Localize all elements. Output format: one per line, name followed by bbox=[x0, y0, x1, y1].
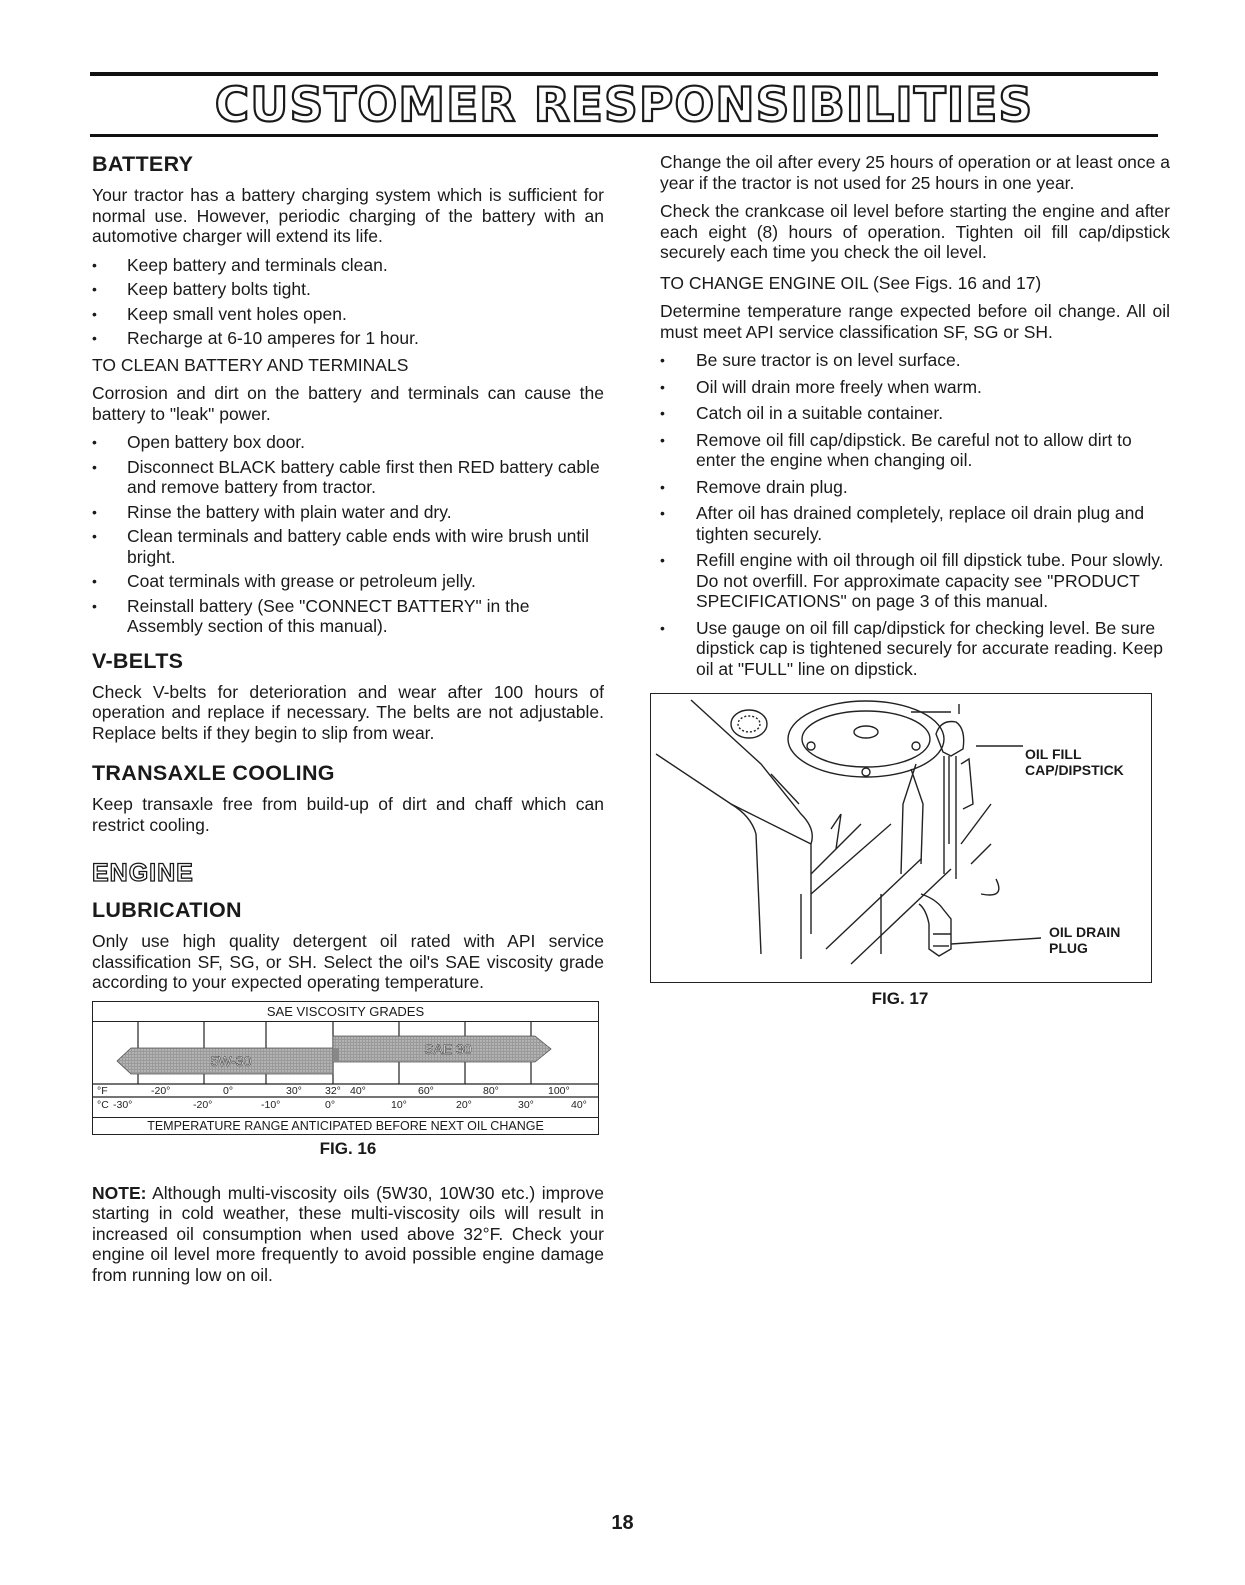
f-tick: 40° bbox=[350, 1084, 366, 1097]
f-tick: 100° bbox=[548, 1084, 570, 1097]
c-tick: 30° bbox=[518, 1098, 534, 1111]
fig16-caption: FIG. 16 bbox=[319, 1138, 377, 1158]
lubrication-text: Only use high quality detergent oil rated with API service classification SF, SG, or SH. Select the oil's SAE viscosity grade according to your expected operating temperature. bbox=[92, 931, 604, 992]
transaxle-heading: TRANSAXLE COOLING bbox=[92, 761, 335, 785]
fig17-caption: FIG. 17 bbox=[871, 989, 929, 1008]
c-unit-label: °C bbox=[97, 1098, 109, 1111]
list-item: • Recharge at 6-10 amperes for 1 hour. bbox=[92, 328, 604, 349]
f-tick: 0° bbox=[223, 1084, 234, 1097]
oil-classification-text: Determine temperature range expected before oil change. All oil must meet API service classification SF, SG or SH. bbox=[660, 301, 1170, 342]
list-item: • Be sure tractor is on level surface. bbox=[660, 350, 1170, 371]
list-item: • Keep small vent holes open. bbox=[92, 304, 604, 325]
oil-drain-label-line2: PLUG bbox=[1049, 940, 1088, 956]
engine-note bbox=[92, 1183, 604, 1286]
sae30-label: SAE 30 bbox=[424, 1040, 472, 1057]
list-item: • Rinse the battery with plain water and dry. bbox=[92, 502, 604, 523]
f-tick: 30° bbox=[286, 1084, 302, 1097]
f-tick: 80° bbox=[483, 1084, 499, 1097]
clean-battery-intro: Corrosion and dirt on the battery and terminals can cause the battery to "leak" power. bbox=[92, 383, 604, 424]
change-oil-heading: TO CHANGE ENGINE OIL (See Figs. 16 and 17) bbox=[660, 272, 1042, 293]
oil-fill-callout bbox=[1025, 746, 1124, 778]
oil-fill-label-line1: OIL FILL bbox=[1025, 746, 1082, 762]
page-number: 18 bbox=[611, 1512, 634, 1534]
list-item: • Keep battery and terminals clean. bbox=[92, 255, 604, 276]
list-item: • Remove oil fill cap/dipstick. Be careful not to allow dirt to enter the engine when changing oil. bbox=[660, 430, 1170, 471]
5w30-label: 5W-30 bbox=[210, 1052, 252, 1069]
oil-drain-label-line1: OIL DRAIN bbox=[1049, 924, 1121, 940]
clean-battery-bullet-list bbox=[92, 432, 604, 637]
page-title: CUSTOMER RESPONSIBILITIES bbox=[214, 78, 1034, 133]
vbelts-heading: V-BELTS bbox=[92, 648, 184, 673]
clean-battery-heading: TO CLEAN BATTERY AND TERMINALS bbox=[92, 354, 409, 375]
viscosity-chart bbox=[92, 1001, 599, 1135]
list-item: • Open battery box door. bbox=[92, 432, 604, 453]
viscosity-chart-footer: TEMPERATURE RANGE ANTICIPATED BEFORE NEXT OIL CHANGE bbox=[93, 1117, 598, 1134]
list-item: • Catch oil in a suitable container. bbox=[660, 403, 1170, 424]
list-item: • Oil will drain more freely when warm. bbox=[660, 377, 1170, 398]
battery-bullet-list bbox=[92, 255, 604, 349]
list-item: • Keep battery bolts tight. bbox=[92, 279, 604, 300]
note-text: Although multi-viscosity oils (5W30, 10W30 etc.) improve starting in cold weather, these multi-viscosity oils will result in increased oil consumption when used above 32°F. Check your engine oil level more frequently to avoid possible engine damage from running low on oil. bbox=[92, 1182, 604, 1285]
change-oil-bullet-list bbox=[660, 350, 1170, 679]
engine-oil-diagram bbox=[650, 693, 1152, 983]
oil-change-interval-text: Change the oil after every 25 hours of operation or at least once a year if the tractor is not used for 25 hours in one year. bbox=[660, 152, 1170, 193]
title-rule-top bbox=[90, 72, 1158, 76]
f-unit-label: °F bbox=[97, 1084, 108, 1097]
viscosity-chart-graphic bbox=[93, 1022, 598, 1112]
list-item: • Clean terminals and battery cable ends with wire brush until bright. bbox=[92, 526, 604, 567]
list-item: • After oil has drained completely, replace oil drain plug and tighten securely. bbox=[660, 503, 1170, 544]
viscosity-chart-header: SAE VISCOSITY GRADES bbox=[93, 1002, 598, 1022]
transaxle-text: Keep transaxle free from build-up of dirt and chaff which can restrict cooling. bbox=[92, 794, 604, 835]
oil-check-text: Check the crankcase oil level before starting the engine and after each eight (8) hours of operation. Tighten oil fill cap/dipstick securely each time you check the oil level. bbox=[660, 201, 1170, 262]
left-column bbox=[92, 152, 604, 1293]
list-item: • Refill engine with oil through oil fill dipstick tube. Pour slowly. Do not overfill. For approximate capacity see "PRODUCT SPECIFICATIONS" on page 3 of this manual. bbox=[660, 550, 1170, 612]
f-tick: 60° bbox=[418, 1084, 434, 1097]
list-item: • Disconnect BLACK battery cable first then RED battery cable and remove battery from tractor. bbox=[92, 457, 604, 498]
c-tick: -10° bbox=[261, 1098, 281, 1111]
c-tick: -20° bbox=[193, 1098, 213, 1111]
vbelts-text: Check V-belts for deterioration and wear after 100 hours of operation and replace if necessary. The belts are not adjustable. Replace belts if they begin to slip from wear. bbox=[92, 681, 604, 743]
list-item: • Reinstall battery (See "CONNECT BATTERY" in the Assembly section of this manual). bbox=[92, 596, 604, 637]
list-item: • Remove drain plug. bbox=[660, 477, 1170, 498]
battery-heading: BATTERY bbox=[92, 152, 194, 176]
f-tick: 32° bbox=[325, 1084, 341, 1097]
right-column bbox=[660, 152, 1170, 1033]
c-tick: -30° bbox=[113, 1098, 133, 1111]
c-tick: 20° bbox=[456, 1098, 472, 1111]
lubrication-heading: LUBRICATION bbox=[92, 898, 242, 922]
c-tick: 40° bbox=[571, 1098, 587, 1111]
c-tick: 0° bbox=[325, 1098, 336, 1111]
c-tick: 10° bbox=[391, 1098, 407, 1111]
oil-fill-label-line2: CAP/DIPSTICK bbox=[1025, 762, 1124, 778]
f-tick: -20° bbox=[151, 1084, 171, 1097]
note-label: NOTE: bbox=[92, 1182, 147, 1203]
title-rule-bottom bbox=[90, 134, 1158, 137]
list-item: • Use gauge on oil fill cap/dipstick for checking level. Be sure dipstick cap is tightened securely for accurate reading. Keep oil at "FULL" line on dipstick. bbox=[660, 618, 1170, 680]
list-item: • Coat terminals with grease or petroleum jelly. bbox=[92, 571, 604, 592]
engine-heading: ENGINE bbox=[92, 859, 194, 887]
battery-intro: Your tractor has a battery charging system which is sufficient for normal use. However, periodic charging of the battery with an automotive charger will extend its life. bbox=[92, 185, 604, 246]
oil-drain-callout bbox=[1049, 924, 1120, 956]
